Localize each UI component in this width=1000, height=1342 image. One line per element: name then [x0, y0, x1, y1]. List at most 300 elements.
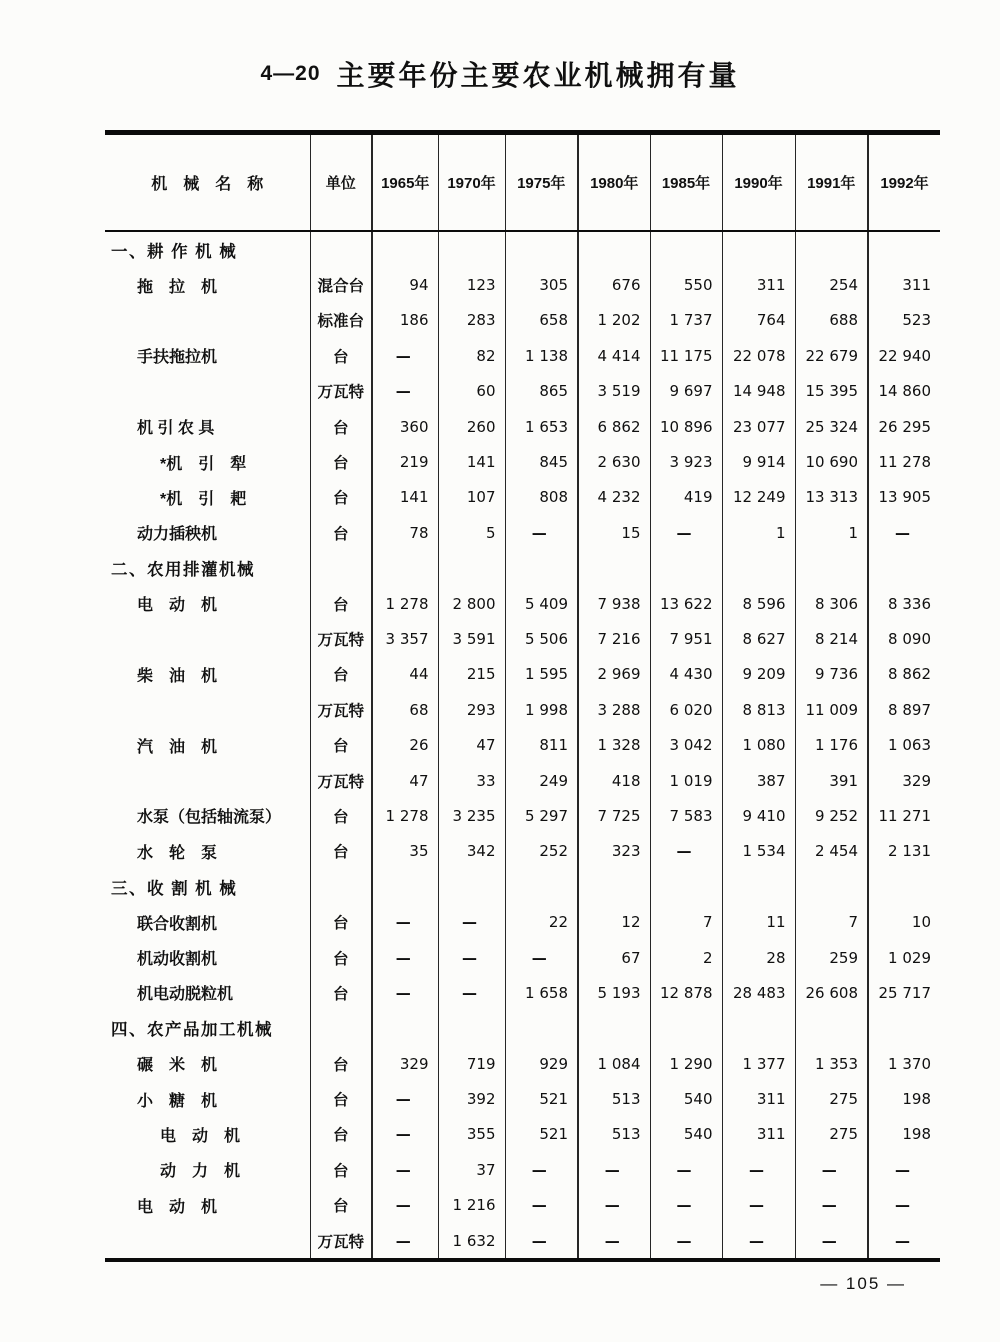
table-row — [105, 374, 940, 409]
value-cell: 688 — [795, 303, 868, 338]
machinery-table-body — [105, 231, 940, 1260]
column-header-unit: 单位 — [310, 133, 372, 232]
value-cell: 311 — [722, 1081, 795, 1116]
value-cell: 1 737 — [650, 303, 722, 338]
value-cell: 8 306 — [795, 586, 868, 621]
column-header-year-1980: 1980年 — [578, 133, 650, 232]
value-cell: 275 — [795, 1117, 868, 1152]
machine-name-cell: 拖 拉 机 — [105, 267, 310, 302]
table-row — [105, 409, 940, 444]
value-cell — [438, 869, 505, 904]
value-cell: 676 — [578, 267, 650, 302]
value-cell: 7 951 — [650, 621, 722, 656]
value-cell: 9 736 — [795, 657, 868, 692]
value-cell: 540 — [650, 1117, 722, 1152]
table-row — [105, 1223, 940, 1260]
value-cell: 275 — [795, 1081, 868, 1116]
value-cell: 4 232 — [578, 480, 650, 515]
value-cell: 719 — [438, 1046, 505, 1081]
section-title-cell: 一、耕 作 机 械 — [105, 231, 310, 267]
value-cell: 1 080 — [722, 727, 795, 762]
unit-cell: 混合台 — [310, 267, 372, 302]
value-cell: — — [438, 975, 505, 1010]
value-cell: — — [895, 1231, 910, 1250]
table-row — [105, 338, 940, 373]
value-cell: 1 063 — [888, 736, 931, 755]
value-cell: — — [650, 1152, 722, 1187]
table-row — [105, 940, 940, 975]
value-cell: 33 — [438, 763, 505, 798]
unit-cell: 台 — [310, 444, 372, 479]
machine-name-cell — [105, 1223, 310, 1260]
unit-cell: 台 — [310, 657, 372, 692]
value-cell — [722, 551, 795, 586]
value-cell: 329 — [372, 1046, 438, 1081]
value-cell: 3 519 — [578, 374, 650, 409]
unit-cell: 台 — [310, 1152, 372, 1187]
machine-name-cell: 电 动 机 — [105, 1188, 310, 1223]
value-cell: — — [372, 975, 438, 1010]
column-header-year-1970: 1970年 — [438, 133, 505, 232]
table-row — [105, 586, 940, 621]
value-cell: 2 454 — [795, 834, 868, 869]
value-cell: 2 630 — [578, 444, 650, 479]
value-cell: 11 278 — [878, 453, 931, 472]
value-cell: 513 — [578, 1081, 650, 1116]
value-cell: 254 — [795, 267, 868, 302]
value-cell — [722, 1011, 795, 1046]
value-cell: 14 948 — [722, 374, 795, 409]
table-row — [105, 1188, 940, 1223]
section-title-cell: 二、农用排灌机械 — [105, 551, 310, 586]
unit-cell: 台 — [310, 338, 372, 373]
value-cell: 387 — [722, 763, 795, 798]
value-cell: — — [895, 1160, 910, 1179]
value-cell: 2 800 — [438, 586, 505, 621]
value-cell: 47 — [438, 727, 505, 762]
machinery-table-container — [105, 130, 940, 1262]
section-header-row — [105, 1011, 940, 1046]
machine-name-cell: 动力插秧机 — [105, 515, 310, 550]
value-cell: 25 717 — [878, 983, 931, 1002]
value-cell: 82 — [438, 338, 505, 373]
value-cell: 8 862 — [888, 665, 931, 684]
value-cell — [505, 869, 578, 904]
value-cell: 260 — [438, 409, 505, 444]
unit-cell: 台 — [310, 1188, 372, 1223]
value-cell: — — [578, 1223, 650, 1260]
value-cell: 3 042 — [650, 727, 722, 762]
value-cell: 60 — [438, 374, 505, 409]
table-row — [105, 515, 940, 550]
machine-name-cell: 电 动 机 — [105, 1117, 310, 1152]
value-cell: 1 202 — [578, 303, 650, 338]
table-row — [105, 657, 940, 692]
value-cell: 1 176 — [795, 727, 868, 762]
value-cell: 13 622 — [650, 586, 722, 621]
value-cell: 3 235 — [438, 798, 505, 833]
value-cell: 9 914 — [722, 444, 795, 479]
value-cell: 1 278 — [372, 586, 438, 621]
table-row — [105, 1117, 940, 1152]
value-cell: — — [372, 374, 438, 409]
value-cell: 9 209 — [722, 657, 795, 692]
value-cell: 186 — [372, 303, 438, 338]
page-number: — 105 — — [820, 1274, 906, 1293]
unit-cell: 台 — [310, 409, 372, 444]
unit-cell: 台 — [310, 798, 372, 833]
table-row — [105, 267, 940, 302]
value-cell — [372, 231, 438, 267]
section-title-cell: 四、农产品加工机械 — [105, 1011, 310, 1046]
value-cell: 523 — [902, 311, 931, 330]
column-header-year-1992: 1992年 — [868, 133, 940, 232]
machinery-table — [105, 130, 940, 1262]
value-cell: — — [895, 523, 910, 542]
table-row — [105, 621, 940, 656]
unit-cell: 台 — [310, 515, 372, 550]
value-cell: — — [372, 1152, 438, 1187]
value-cell: — — [722, 1152, 795, 1187]
table-row — [105, 975, 940, 1010]
value-cell — [650, 231, 722, 267]
value-cell: 7 725 — [578, 798, 650, 833]
value-cell: 1 — [722, 515, 795, 550]
value-cell: 215 — [438, 657, 505, 692]
table-row — [105, 727, 940, 762]
unit-cell: 万瓦特 — [310, 692, 372, 727]
value-cell: 8 897 — [888, 700, 931, 719]
value-cell: 10 — [911, 913, 931, 932]
value-cell: 1 029 — [888, 948, 931, 967]
value-cell: 1 290 — [650, 1046, 722, 1081]
value-cell: 28 483 — [722, 975, 795, 1010]
value-cell: 323 — [578, 834, 650, 869]
value-cell — [578, 869, 650, 904]
value-cell: 6 862 — [578, 409, 650, 444]
table-row — [105, 692, 940, 727]
value-cell: — — [650, 1223, 722, 1260]
value-cell — [578, 1011, 650, 1046]
machine-name-cell: 机动收割机 — [105, 940, 310, 975]
value-cell: 141 — [438, 444, 505, 479]
value-cell: 5 297 — [505, 798, 578, 833]
column-header-year-1975: 1975年 — [505, 133, 578, 232]
machine-name-cell — [105, 303, 310, 338]
value-cell: — — [505, 1223, 578, 1260]
machine-name-cell: 机 引 农 具 — [105, 409, 310, 444]
value-cell: — — [505, 1152, 578, 1187]
column-header-year-1991: 1991年 — [795, 133, 868, 232]
value-cell: 26 295 — [878, 417, 931, 436]
unit-cell: 台 — [310, 904, 372, 939]
value-cell: 392 — [438, 1081, 505, 1116]
value-cell: 26 608 — [795, 975, 868, 1010]
value-cell: 8 090 — [888, 629, 931, 648]
value-cell: 1 595 — [505, 657, 578, 692]
value-cell — [868, 231, 940, 267]
machine-name-cell — [105, 692, 310, 727]
value-cell: 419 — [650, 480, 722, 515]
value-cell: 249 — [505, 763, 578, 798]
value-cell — [578, 551, 650, 586]
value-cell: 23 077 — [722, 409, 795, 444]
machine-name-cell: *机 引 犁 — [105, 444, 310, 479]
section-header-row — [105, 231, 940, 267]
value-cell — [868, 551, 940, 586]
value-cell: — — [578, 1152, 650, 1187]
value-cell: — — [438, 940, 505, 975]
table-number: 4—20 — [260, 62, 321, 85]
value-cell: 8 627 — [722, 621, 795, 656]
table-row — [105, 763, 940, 798]
column-header-year-1990: 1990年 — [722, 133, 795, 232]
value-cell: 1 370 — [888, 1054, 931, 1073]
page-title — [0, 54, 1000, 94]
table-row — [105, 480, 940, 515]
unit-cell: 标准台 — [310, 303, 372, 338]
machine-name-cell — [105, 763, 310, 798]
section-title-cell: 三、收 割 机 械 — [105, 869, 310, 904]
table-row — [105, 444, 940, 479]
value-cell: 78 — [372, 515, 438, 550]
value-cell: — — [372, 1223, 438, 1260]
value-cell: 1 278 — [372, 798, 438, 833]
value-cell: 764 — [722, 303, 795, 338]
value-cell: — — [372, 1081, 438, 1116]
machine-name-cell: 手扶拖拉机 — [105, 338, 310, 373]
value-cell: — — [372, 338, 438, 373]
value-cell — [650, 551, 722, 586]
value-cell — [650, 1011, 722, 1046]
unit-cell: 万瓦特 — [310, 374, 372, 409]
value-cell: 540 — [650, 1081, 722, 1116]
value-cell: 3 288 — [578, 692, 650, 727]
value-cell: — — [895, 1196, 910, 1215]
value-cell — [578, 231, 650, 267]
value-cell: 13 905 — [878, 488, 931, 507]
value-cell: 22 679 — [795, 338, 868, 373]
value-cell: 37 — [438, 1152, 505, 1187]
value-cell: 355 — [438, 1117, 505, 1152]
value-cell: — — [795, 1223, 868, 1260]
value-cell — [372, 869, 438, 904]
value-cell: 198 — [902, 1125, 931, 1144]
value-cell: — — [372, 1188, 438, 1223]
value-cell: 5 506 — [505, 621, 578, 656]
column-header-machine-name: 机 械 名 称 — [105, 133, 310, 232]
value-cell: 550 — [650, 267, 722, 302]
value-cell: 22 — [505, 904, 578, 939]
table-row — [105, 1046, 940, 1081]
value-cell — [795, 231, 868, 267]
value-cell: — — [505, 515, 578, 550]
value-cell: 15 395 — [795, 374, 868, 409]
value-cell: 22 940 — [878, 346, 931, 365]
value-cell: 8 813 — [722, 692, 795, 727]
value-cell: — — [438, 904, 505, 939]
value-cell: 521 — [505, 1081, 578, 1116]
value-cell — [795, 1011, 868, 1046]
value-cell: 10 690 — [795, 444, 868, 479]
value-cell: 1 998 — [505, 692, 578, 727]
table-row — [105, 1152, 940, 1187]
value-cell: 44 — [372, 657, 438, 692]
value-cell — [868, 869, 940, 904]
machine-name-cell: 碾 米 机 — [105, 1046, 310, 1081]
value-cell: 123 — [438, 267, 505, 302]
value-cell: 4 414 — [578, 338, 650, 373]
unit-cell: 台 — [310, 586, 372, 621]
value-cell: — — [650, 834, 722, 869]
machine-name-cell: 水 轮 泵 — [105, 834, 310, 869]
value-cell: 11 — [722, 904, 795, 939]
machine-name-cell: 小 糖 机 — [105, 1081, 310, 1116]
value-cell: 22 078 — [722, 338, 795, 373]
value-cell: 6 020 — [650, 692, 722, 727]
value-cell: 5 193 — [578, 975, 650, 1010]
value-cell: 1 534 — [722, 834, 795, 869]
value-cell: 9 697 — [650, 374, 722, 409]
value-cell: 12 878 — [650, 975, 722, 1010]
value-cell: 15 — [578, 515, 650, 550]
value-cell: 14 860 — [878, 382, 931, 401]
value-cell: 1 658 — [505, 975, 578, 1010]
value-cell: 7 216 — [578, 621, 650, 656]
table-title: 主要年份主要农业机械拥有量 — [336, 60, 740, 91]
value-cell: 929 — [505, 1046, 578, 1081]
value-cell: 1 632 — [438, 1223, 505, 1260]
value-cell: 3 923 — [650, 444, 722, 479]
table-row — [105, 904, 940, 939]
unit-cell — [310, 869, 372, 904]
value-cell — [795, 869, 868, 904]
value-cell: 845 — [505, 444, 578, 479]
value-cell: — — [372, 904, 438, 939]
value-cell: 2 131 — [888, 842, 931, 861]
column-header-year-1965: 1965年 — [372, 133, 438, 232]
value-cell — [438, 1011, 505, 1046]
value-cell: 219 — [372, 444, 438, 479]
value-cell: 3 591 — [438, 621, 505, 656]
value-cell: 12 249 — [722, 480, 795, 515]
value-cell — [505, 231, 578, 267]
value-cell: 94 — [372, 267, 438, 302]
value-cell: 391 — [795, 763, 868, 798]
value-cell — [650, 869, 722, 904]
value-cell: 1 019 — [650, 763, 722, 798]
value-cell: 12 — [578, 904, 650, 939]
table-row — [105, 798, 940, 833]
value-cell: — — [372, 1117, 438, 1152]
machine-name-cell: 电 动 机 — [105, 586, 310, 621]
unit-cell — [310, 1011, 372, 1046]
value-cell: 25 324 — [795, 409, 868, 444]
unit-cell: 台 — [310, 834, 372, 869]
unit-cell — [310, 231, 372, 267]
value-cell: 418 — [578, 763, 650, 798]
value-cell: 5 409 — [505, 586, 578, 621]
machine-name-cell: 机电动脱粒机 — [105, 975, 310, 1010]
value-cell: — — [722, 1188, 795, 1223]
value-cell: 360 — [372, 409, 438, 444]
value-cell: 311 — [722, 1117, 795, 1152]
value-cell — [868, 1011, 940, 1046]
value-cell: 811 — [505, 727, 578, 762]
unit-cell: 万瓦特 — [310, 763, 372, 798]
value-cell: 11 271 — [878, 806, 931, 825]
value-cell: 141 — [372, 480, 438, 515]
value-cell: — — [795, 1152, 868, 1187]
section-header-row — [105, 551, 940, 586]
value-cell: 35 — [372, 834, 438, 869]
value-cell: 8 596 — [722, 586, 795, 621]
value-cell: 10 896 — [650, 409, 722, 444]
value-cell: — — [578, 1188, 650, 1223]
unit-cell: 台 — [310, 480, 372, 515]
unit-cell: 台 — [310, 975, 372, 1010]
unit-cell: 台 — [310, 1117, 372, 1152]
value-cell: 68 — [372, 692, 438, 727]
value-cell: 26 — [372, 727, 438, 762]
column-header-year-1985: 1985年 — [650, 133, 722, 232]
unit-cell — [310, 551, 372, 586]
value-cell: 9 252 — [795, 798, 868, 833]
table-row — [105, 303, 940, 338]
value-cell: 293 — [438, 692, 505, 727]
value-cell: 1 — [795, 515, 868, 550]
value-cell: 1 138 — [505, 338, 578, 373]
unit-cell: 万瓦特 — [310, 621, 372, 656]
value-cell: 329 — [902, 771, 931, 790]
unit-cell: 万瓦特 — [310, 1223, 372, 1260]
value-cell: — — [795, 1188, 868, 1223]
unit-cell: 台 — [310, 1046, 372, 1081]
table-row — [105, 834, 940, 869]
value-cell: — — [505, 1188, 578, 1223]
value-cell: 305 — [505, 267, 578, 302]
value-cell: 342 — [438, 834, 505, 869]
value-cell: 658 — [505, 303, 578, 338]
value-cell: 1 653 — [505, 409, 578, 444]
value-cell: 8 336 — [888, 594, 931, 613]
value-cell: — — [650, 515, 722, 550]
value-cell: 47 — [372, 763, 438, 798]
value-cell: 7 — [650, 904, 722, 939]
value-cell: — — [505, 940, 578, 975]
value-cell — [722, 231, 795, 267]
machine-name-cell: *机 引 耙 — [105, 480, 310, 515]
value-cell: 11 009 — [795, 692, 868, 727]
machine-name-cell — [105, 374, 310, 409]
table-row — [105, 1081, 940, 1116]
value-cell: 13 313 — [795, 480, 868, 515]
value-cell: 5 — [438, 515, 505, 550]
value-cell: 11 175 — [650, 338, 722, 373]
value-cell: 808 — [505, 480, 578, 515]
value-cell: 513 — [578, 1117, 650, 1152]
value-cell — [438, 231, 505, 267]
value-cell: 8 214 — [795, 621, 868, 656]
value-cell — [722, 869, 795, 904]
value-cell — [372, 1011, 438, 1046]
value-cell: 865 — [505, 374, 578, 409]
value-cell — [505, 1011, 578, 1046]
value-cell: 7 583 — [650, 798, 722, 833]
value-cell: 198 — [902, 1090, 931, 1109]
value-cell: 2 — [650, 940, 722, 975]
section-header-row — [105, 869, 940, 904]
